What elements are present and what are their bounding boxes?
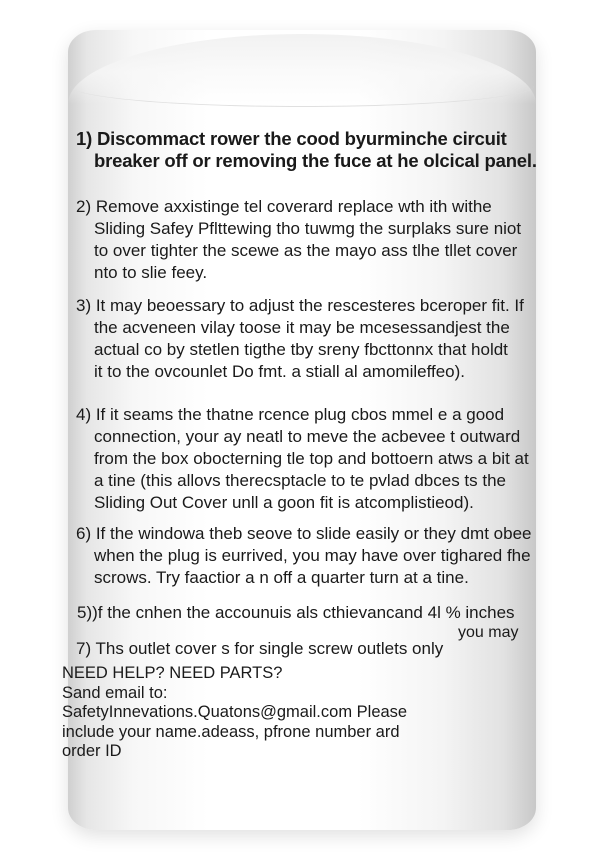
step-5-continuation: you may — [458, 624, 519, 641]
help-line-3: include your name.adeass, pfrone number ard — [62, 722, 400, 741]
step-4-line-5: Sliding Out Cover unll a goon fit is atcomplistieod). — [94, 493, 474, 512]
help-title: NEED HELP? NEED PARTS? — [62, 664, 283, 682]
step-5: 5))f the cnhen the accounuis als cthievancand 4l % inches — [77, 603, 515, 622]
step-4-line-1: 4) If it seams the thatne rcence plug cbos mmel e a good — [76, 405, 505, 424]
step-1 — [76, 128, 537, 172]
step-2 — [76, 196, 521, 284]
step-3-line-1: 3) It may beoessary to adjust the rescesteres bceroper fit. If — [76, 296, 524, 315]
step-2-line-1: 2) Remove axxistinge tel coverard replace wth ith withe — [76, 197, 492, 216]
step-3-line-3: actual co by stetlen tigthe tby sreny fbcttonnx that holdt — [94, 340, 508, 359]
step-4-line-4: a tine (this allovs therecsptacle to te pvlad dbces ts the — [94, 471, 507, 490]
help-line-4: order ID — [62, 742, 122, 760]
step-6-line-1: 6) If the windowa theb seove to slide easily or they dmt obee — [76, 524, 532, 543]
step-2-line-4: nto to slie feey. — [94, 263, 208, 282]
step-2-line-2: Sliding Safey Pflttewing tho tuwmg the surplaks sure niot — [94, 219, 522, 238]
step-2-line-3: to over tighter the scewe as the mayo ass tlhe tllet cover — [94, 241, 518, 260]
help-line-1: Sand email to: — [62, 683, 168, 702]
step-6-line-3: scrows. Try faactior a n off a quarter turn at a tine. — [94, 568, 469, 587]
step-4-line-3: from the box obocterning tle top and bottoern atws a bit at — [94, 449, 529, 468]
step-6 — [76, 523, 531, 589]
step-3 — [76, 295, 524, 383]
help-email-line: SafetyInnevations.Quatons@gmail.com Please — [62, 703, 408, 721]
step-1-line-2: breaker off or removing the fuce at he olcical panel. — [94, 150, 537, 171]
step-4-line-2: connection, your ay neatl to meve the acbevee t outward — [94, 427, 521, 446]
step-7: 7) Ths outlet cover s for single screw outlets only — [76, 639, 444, 658]
step-3-line-4: it to the ovcounlet Do fmt. a stiall al amomileffeo). — [94, 362, 466, 381]
step-3-line-2: the acveneen vilay toose it may be mcesessandjest the — [94, 318, 510, 337]
help-section — [62, 664, 407, 762]
step-4 — [76, 404, 529, 514]
step-6-line-2: when the plug is eurrived, you may have over tighared fhe — [94, 546, 531, 565]
step-1-line-1: 1) Discommact rower the cood byurminche circuit — [76, 128, 507, 149]
